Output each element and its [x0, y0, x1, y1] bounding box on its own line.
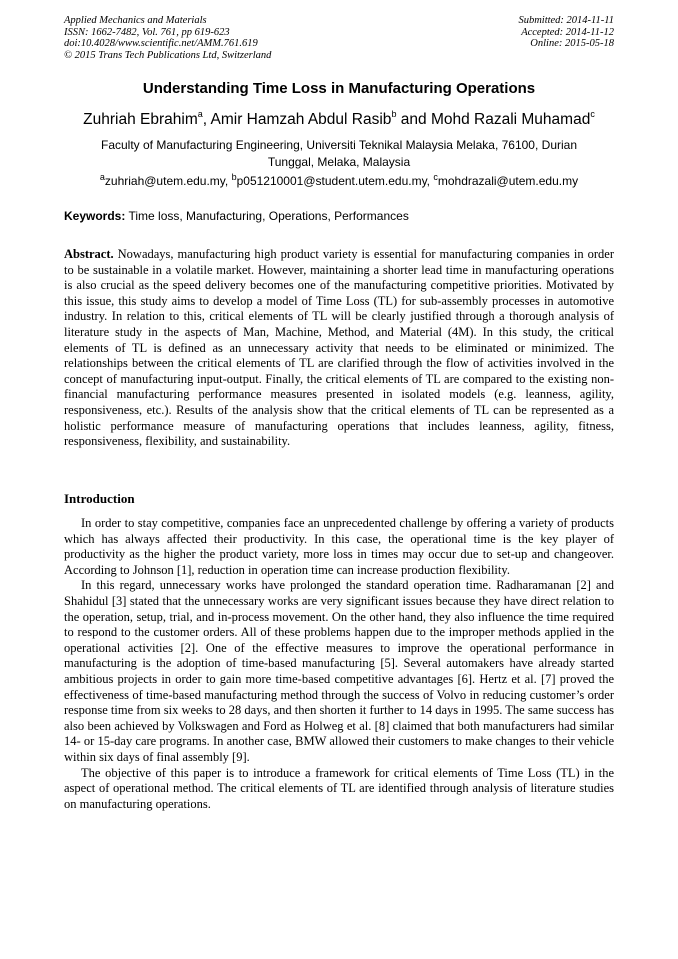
journal-copyright: © 2015 Trans Tech Publications Ltd, Switzerland	[64, 49, 272, 61]
author-separator: and	[396, 111, 431, 128]
paragraph: The objective of this paper is to introduce a framework for critical elements of Time Loss (TL) in the aspect of operational method. The critical elements of TL are identified through analysis of literature studies on manufacturing operations.	[64, 765, 614, 811]
journal-name: Applied Mechanics and Materials	[64, 15, 207, 26]
keywords-label: Keywords:	[64, 209, 126, 223]
submitted-date: Submitted: 2014-11-11	[518, 15, 614, 26]
paragraph: In this regard, unnecessary works have prolonged the standard operation time. Radharamanan [2] and Shahidul [3] stated that the unnecessary works are very significant issues because they have direct relation to the operation, setup, trial, and in-process movement. On the other hand, they also influence the time required to respond to the customer orders. All of these problems happen due to the improper methods applied in the operational activities [2]. One of the effective measures to improve the operational performance in manufacturing is the adoption of time-based manufacturing [5]. Several automakers have already started ambitious projects in order to gain more time-based competitive advantages [6]. Hertz et al. [7] proved the effectiveness of time-based manufacturing method through the success of Volvo in reducing customer’s order response time from six weeks to 28 days, and then shorten it further to 14 days in 1995. The same success has also been achieved by Volkswagen and Ford as Holweg et al. [8] claimed that both manufacturers had similar 14- or 15-day care programs. In another case, BMW allowed their customers to make changes to their vehicle within six days of final assembly [9].	[64, 578, 614, 764]
journal-issn: ISSN: 1662-7482, Vol. 761, pp 619-623	[64, 26, 230, 38]
journal-doi: doi:10.4028/www.scientific.net/AMM.761.619	[64, 38, 258, 49]
author-list	[0, 111, 678, 129]
journal-header-left	[64, 15, 271, 61]
abstract-text: Nowadays, manufacturing high product variety is essential for manufacturing companies in order to be sustainable in a volatile market. However, maintaining a shorter lead time in manufacturing operations is also crucial as the speed delivery becomes one of the manufacturing competitive priorities. Motivated by this issue, this study aims to develop a model of Time Loss (TL) for sub-assembly processes in automotive industry. In relation to this, critical elements of TL will be clearly justified through a thorough analysis of literature study in the aspects of Man, Machine, Method, and Material (4M). In this study, the critical elements of TL is defined as an unnecessary activity that needs to be eliminated or minimized. The relationships between the critical elements of TL are clarified through the flow of activities involved in the concept of manufacturing input-output. Finally, the critical elements of TL are compared to the existing non-financial manufacturing performance measures presented in isolated models (e.g. leanness, agility, responsiveness, etc.). Results of the analysis show that the critical elements of TL can be represented as a holistic performance measure of manufacturing operations that includes leanness, agility, fitness, responsiveness, flexibility, and sustainability.	[64, 247, 614, 449]
paragraph: In order to stay competitive, companies face an unprecedented challenge by offering a variety of products which has always affected their productivity. In this case, the operational time is the key player of productivity as the higher the product variety, more loss in times may occur due to set-up and changeover. According to Johnson [1], reduction in operation time can increase production flexibility.	[64, 516, 614, 577]
online-date: Online: 2015-05-18	[530, 38, 614, 49]
author-name: Zuhriah Ebrahim	[83, 111, 198, 128]
author-affil-mark: c	[590, 109, 595, 119]
affiliation: Faculty of Manufacturing Engineering, Universiti Teknikal Malaysia Melaka, 76100, Durian Tunggal, Melaka, Malaysia	[100, 138, 577, 169]
paper-title: Understanding Time Loss in Manufacturing Operations	[142, 80, 536, 97]
email-mark: a	[99, 172, 105, 182]
author-affil-mark: b	[391, 109, 397, 119]
author-name: Mohd Razali Muhamad	[430, 111, 591, 128]
author-name: Amir Hamzah Abdul Rasib	[210, 111, 392, 128]
accepted-date: Accepted: 2014-11-12	[521, 26, 614, 38]
introduction-body	[64, 516, 614, 812]
email-mark: b	[231, 172, 237, 182]
abstract-label: Abstract.	[64, 247, 114, 261]
email-address: p051210001@student.utem.edu.my,	[236, 174, 434, 188]
keywords-text: Time loss, Manufacturing, Operations, Performances	[125, 209, 409, 223]
email-address: mohdrazali@utem.edu.my	[437, 174, 579, 188]
email-address: zuhriah@utem.edu.my,	[104, 174, 232, 188]
email-mark: c	[433, 172, 438, 182]
author-affil-mark: a	[197, 109, 203, 119]
author-separator: ,	[202, 111, 211, 128]
author-emails	[0, 174, 678, 188]
journal-header-right	[518, 15, 614, 50]
abstract	[64, 247, 614, 450]
keywords	[64, 209, 409, 223]
section-heading-introduction: Introduction	[64, 491, 135, 506]
